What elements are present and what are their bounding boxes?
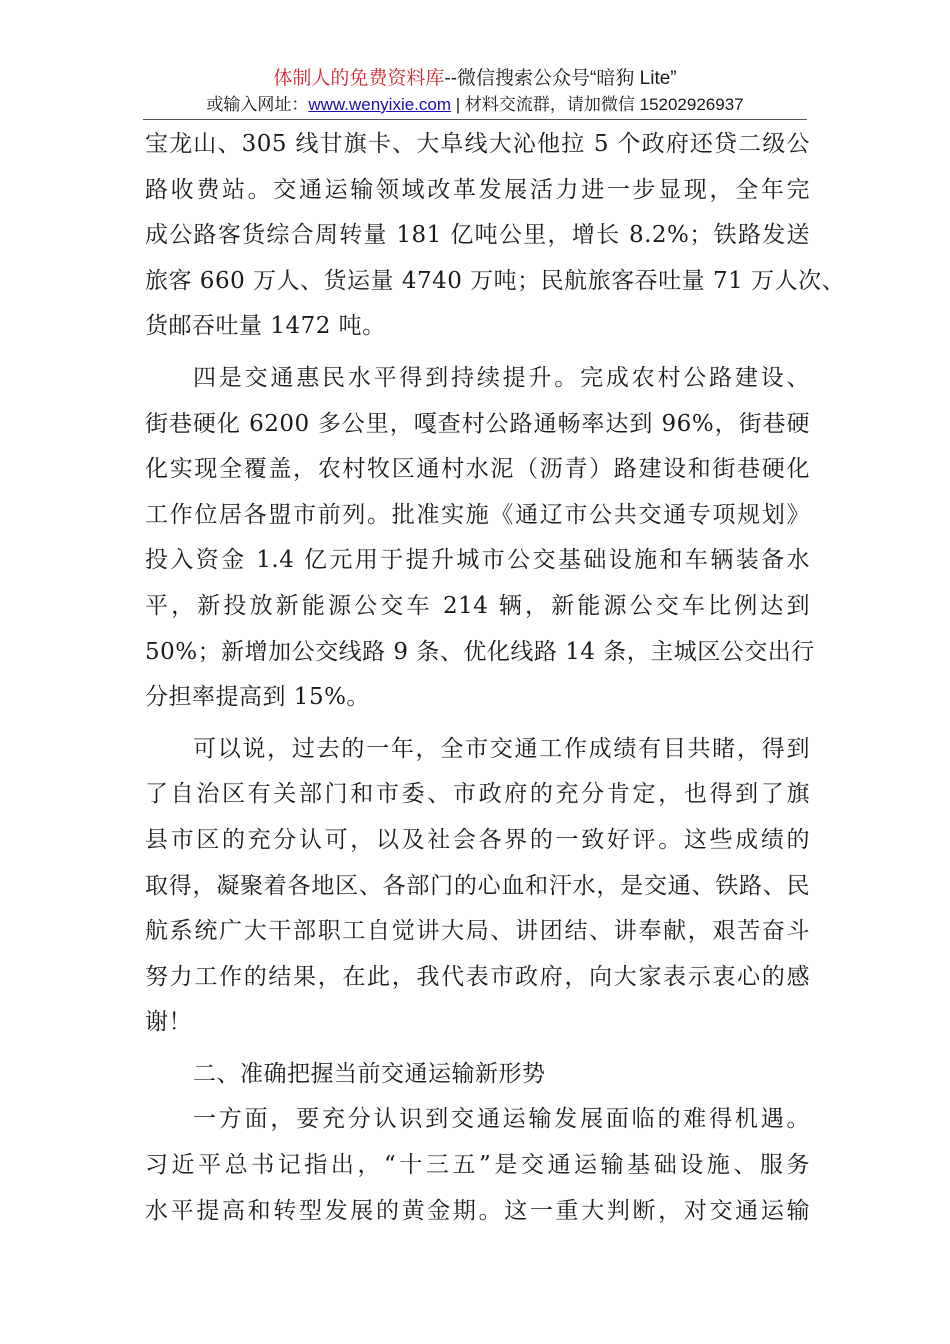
text-line: 一方面，要充分认识到交通运输发展面临的难得机遇。 bbox=[193, 1106, 810, 1133]
text-line: 县市区的充分认可，以及社会各界的一致好评。这些成绩的 bbox=[145, 826, 810, 853]
text-line: 路收费站。交通运输领域改革发展活力进一步显现，全年完 bbox=[145, 176, 810, 203]
text-line: 谢！ bbox=[145, 1009, 192, 1036]
text-line: 航系统广大干部职工自觉讲大局、讲团结、讲奉献，艰苦奋斗 bbox=[145, 918, 810, 945]
paragraph-opportunities bbox=[145, 1097, 810, 1234]
text-line: 平，新投放新能源公交车 214 辆，新能源公交车比例达到 bbox=[145, 592, 810, 619]
text-line: 货邮吞吐量 1472 吨。 bbox=[145, 313, 386, 340]
header-divider bbox=[143, 119, 807, 120]
text-line: 50%；新增加公交线路 9 条、优化线路 14 条，主城区公交出行 bbox=[145, 638, 815, 665]
text-line: 四是交通惠民水平得到持续提升。完成农村公路建设、 bbox=[193, 364, 810, 391]
contact-info: | 材料交流群，请加微信 15202926937 bbox=[451, 95, 744, 114]
text-line: 化实现全覆盖，农村牧区通村水泥（沥青）路建设和街巷硬化 bbox=[145, 456, 810, 483]
text-line: 了自治区有关部门和市委、市政府的充分肯定，也得到了旗 bbox=[145, 781, 810, 808]
document-body bbox=[145, 122, 846, 1234]
wechat-note: --微信搜索公众号“暗狗 Lite” bbox=[444, 68, 677, 89]
text-line: 习近平总书记指出，“十三五”是交通运输基础设施、服务 bbox=[145, 1152, 810, 1179]
section-title: 二、准确把握当前交通运输新形势 bbox=[193, 1060, 546, 1087]
paragraph-continued bbox=[145, 122, 846, 350]
document-header bbox=[0, 66, 950, 117]
text-line: 取得，凝聚着各地区、各部门的心血和汗水，是交通、铁路、民 bbox=[145, 872, 810, 899]
header-banner bbox=[0, 66, 950, 92]
text-line: 可以说，过去的一年，全市交通工作成绩有目共睹，得到 bbox=[193, 735, 810, 762]
header-contact-line bbox=[0, 93, 950, 117]
text-line: 投入资金 1.4 亿元用于提升城市公交基础设施和车辆装备水 bbox=[145, 547, 810, 574]
text-line: 工作位居各盟市前列。批准实施《通辽市公共交通专项规划》 bbox=[145, 501, 810, 528]
text-line: 分担率提高到 15%。 bbox=[145, 684, 370, 711]
paragraph-summary bbox=[145, 727, 810, 1046]
url-prefix: 或输入网址： bbox=[206, 95, 309, 114]
website-link[interactable]: www.wenyixie.com bbox=[308, 95, 452, 114]
text-line: 成公路客货综合周转量 181 亿吨公里，增长 8.2%；铁路发送 bbox=[145, 222, 810, 249]
paragraph-transport-benefits bbox=[145, 356, 815, 721]
section-heading bbox=[145, 1052, 810, 1098]
brand-title: 体制人的免费资料库 bbox=[273, 68, 445, 89]
text-line: 努力工作的结果，在此，我代表市政府，向大家表示衷心的感 bbox=[145, 963, 810, 990]
text-line: 宝龙山、305 线甘旗卡、大阜线大沁他拉 5 个政府还贷二级公 bbox=[145, 131, 810, 157]
text-line: 水平提高和转型发展的黄金期。这一重大判断，对交通运输 bbox=[145, 1197, 810, 1224]
text-line: 街巷硬化 6200 多公里，嘎查村公路通畅率达到 96%，街巷硬 bbox=[145, 410, 810, 437]
text-line: 旅客 660 万人、货运量 4740 万吨；民航旅客吞吐量 71 万人次、 bbox=[145, 267, 846, 294]
